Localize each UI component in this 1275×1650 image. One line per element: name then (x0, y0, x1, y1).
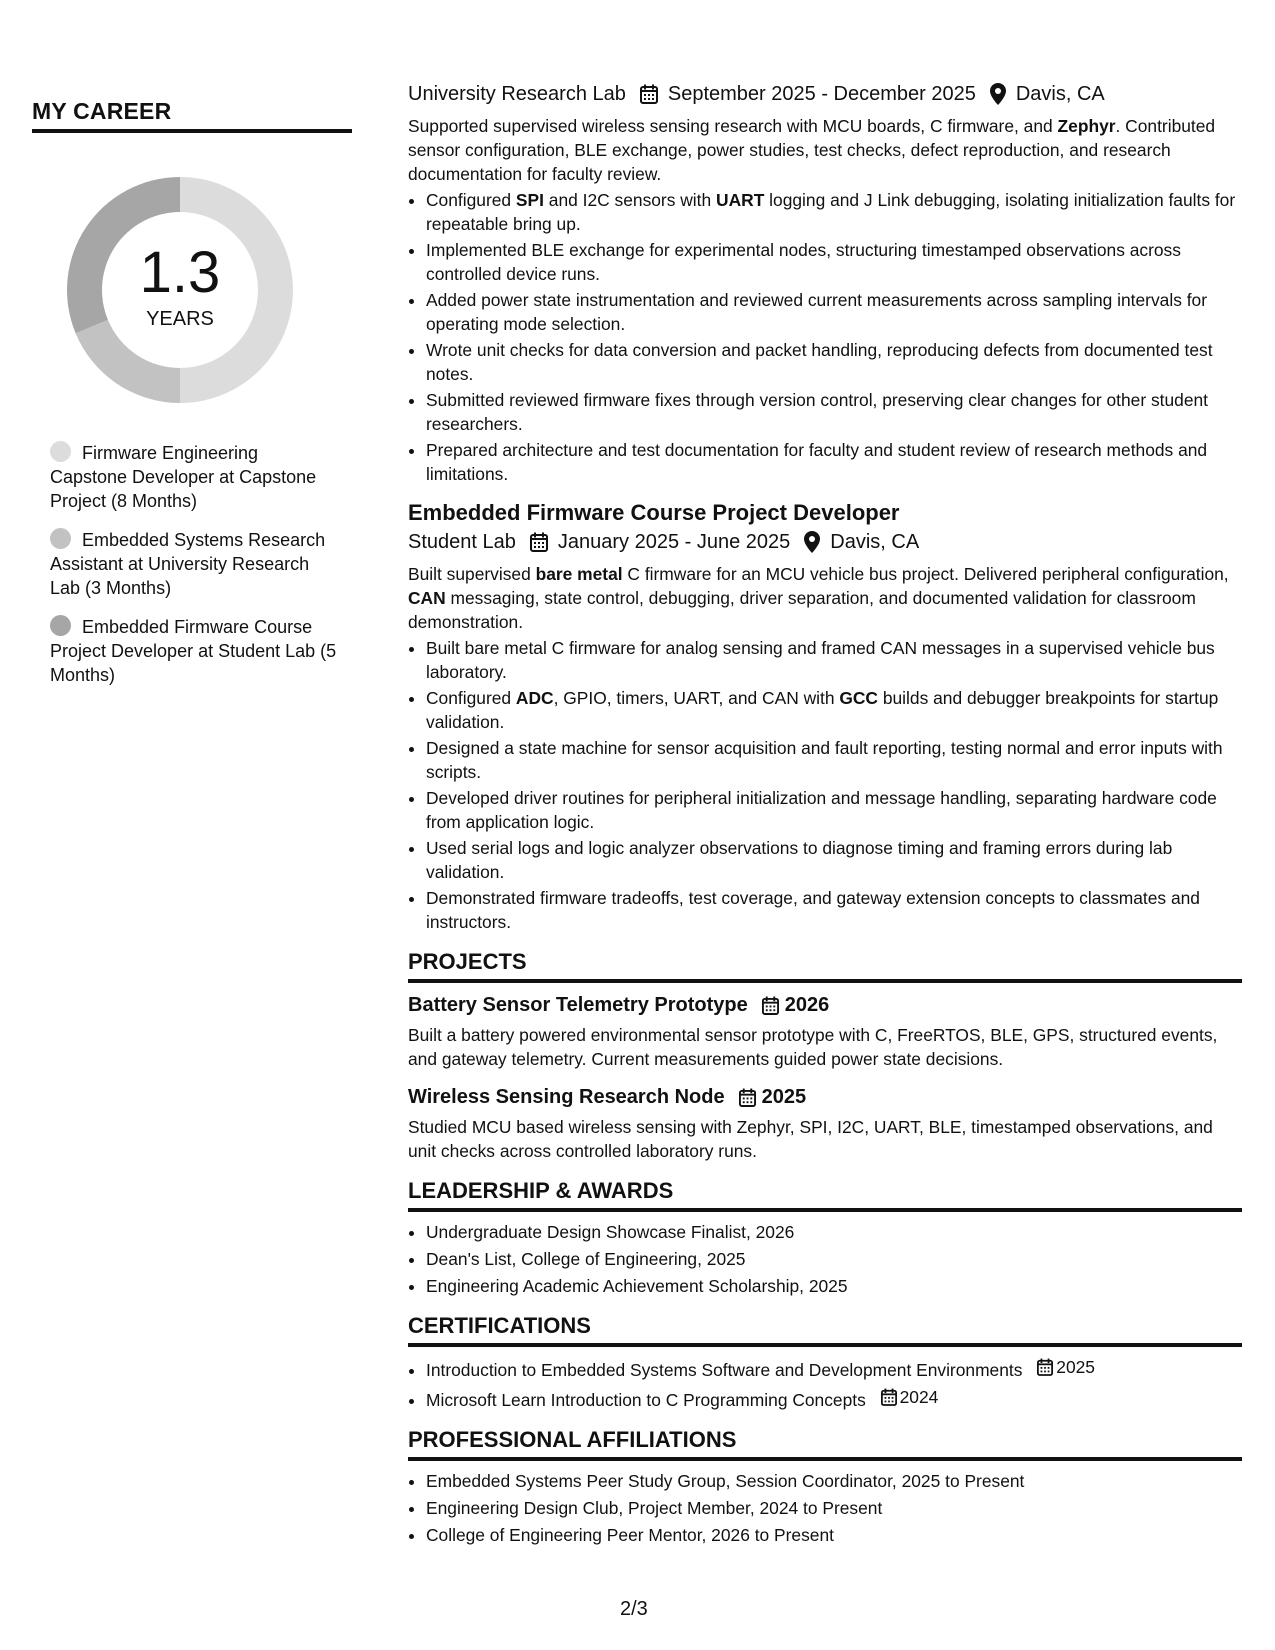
list-item (426, 188, 1242, 236)
certification-year-wrap (881, 1385, 939, 1409)
bullet-text: and I2C sensors with (543, 190, 717, 210)
page-number: 2/3 (620, 1598, 648, 1620)
project-description: Built a battery powered environmental sensor prototype with C, FreeRTOS, BLE, GPS, structured events, and gateway telemetry. Current measurements guided power state decisions. (408, 1025, 1218, 1069)
job-bullets (408, 636, 1242, 934)
location-pin-icon (804, 531, 820, 553)
list-item: • Demonstrated firmware tradeoffs, test coverage, and gateway extension concepts to classmates and instructors. (426, 886, 1242, 934)
certifications-heading: CERTIFICATIONS (408, 1312, 1242, 1347)
project-description: Studied MCU based wireless sensing with Zephyr, SPI, I2C, UART, BLE, timestamped observations, and unit checks across controlled laboratory runs. (408, 1117, 1213, 1161)
list-item (426, 1355, 1242, 1382)
location-pin-icon (990, 83, 1006, 105)
list-item: • Undergraduate Design Showcase Finalist, 2026 (426, 1220, 1242, 1244)
job-dates: January 2025 - June 2025 (557, 531, 791, 553)
summary-bold: Zephyr (1057, 116, 1116, 136)
job-title: Embedded Firmware Course Project Developer (408, 500, 900, 525)
list-item: • Engineering Academic Achievement Scholarship, 2025 (426, 1274, 1242, 1298)
list-item: • Used serial logs and logic analyzer observations to diagnose timing and framing errors during lab validation. (426, 836, 1242, 884)
list-item: • College of Engineering Peer Mentor, 2026 to Present (426, 1523, 1242, 1547)
certifications-list (408, 1355, 1242, 1412)
legend-item (50, 441, 340, 513)
leadership-list (408, 1220, 1242, 1298)
list-item: • Engineering Design Club, Project Member, 2024 to Present (426, 1496, 1242, 1520)
list-item: • Embedded Systems Peer Study Group, Session Coordinator, 2025 to Present (426, 1469, 1242, 1493)
certification-year-wrap (1037, 1355, 1095, 1379)
calendar-icon (762, 996, 779, 1015)
calendar-icon (881, 1388, 897, 1406)
list-item: • Built bare metal C firmware for analog sensing and framed CAN messages in a supervised vehicle bus laboratory. (426, 636, 1242, 684)
legend-dot (50, 528, 71, 549)
legend-text: Firmware Engineering Capstone Developer at Capstone Project (8 Months) (50, 443, 317, 511)
summary-text: C firmware for an MCU vehicle bus project. Delivered peripheral configuration, (622, 564, 1229, 584)
job-summary (408, 562, 1242, 634)
calendar-icon (1037, 1358, 1053, 1376)
list-item: • Submitted reviewed firmware fixes through version control, preserving clear changes for other student researchers. (426, 388, 1242, 436)
list-item (426, 1385, 1242, 1412)
summary-text: Built supervised (408, 564, 536, 584)
affiliations-list (408, 1469, 1242, 1547)
legend-item (50, 528, 340, 600)
project-name: Wireless Sensing Research Node (408, 1086, 725, 1108)
calendar-icon (739, 1088, 756, 1107)
project-title (408, 991, 1242, 1019)
bullet-bold: GCC (839, 688, 878, 708)
list-item: • Implemented BLE exchange for experimental nodes, structuring timestamped observations across controlled device runs. (426, 238, 1242, 286)
leadership-heading: LEADERSHIP & AWARDS (408, 1177, 1242, 1212)
summary-text: Supported supervised wireless sensing research with MCU boards, C firmware, and (408, 116, 1058, 136)
legend-item (50, 615, 340, 687)
project-year: 2026 (784, 994, 830, 1016)
job-meta (408, 528, 1242, 556)
bullet-text: logging and J Link debugging, isolating initialization faults for repeatable bring up. (426, 190, 1236, 234)
affiliations-heading: PROFESSIONAL AFFILIATIONS (408, 1426, 1242, 1461)
summary-text: . Contributed sensor configuration, BLE exchange, power studies, test checks, defect reproduction, and research documentation for faculty review. (408, 116, 1216, 184)
certification-year: 2025 (1056, 1357, 1095, 1377)
project-name: Battery Sensor Telemetry Prototype (408, 994, 748, 1016)
legend-text: Embedded Systems Research Assistant at University Research Lab (3 Months) (50, 530, 326, 598)
legend-text: Embedded Firmware Course Project Developer at Student Lab (5 Months) (50, 617, 337, 685)
job-bullets (408, 188, 1242, 486)
job-summary (408, 114, 1242, 186)
project-year: 2025 (761, 1086, 807, 1108)
project-title (408, 1083, 1242, 1111)
career-legend (50, 441, 340, 687)
bullet-text: builds and debugger breakpoints for startup validation. (426, 688, 1219, 732)
certification-name: Introduction to Embedded Systems Software and Development Environments (426, 1360, 1023, 1380)
certification-name: Microsoft Learn Introduction to C Programming Concepts (426, 1390, 866, 1410)
calendar-icon (530, 532, 548, 552)
donut-unit: YEARS (146, 307, 214, 330)
list-item: • Designed a state machine for sensor acquisition and fault reporting, testing normal and error inputs with scripts. (426, 736, 1242, 784)
certification-year: 2024 (899, 1387, 939, 1407)
job-meta (408, 80, 1242, 108)
summary-text: messaging, state control, debugging, driver separation, and documented validation for classroom demonstration. (408, 588, 1196, 632)
job-dates: September 2025 - December 2025 (667, 83, 976, 105)
bullet-bold: SPI (515, 190, 544, 210)
bullet-bold: ADC (515, 688, 554, 708)
summary-bold: bare metal (535, 564, 623, 584)
list-item: • Wrote unit checks for data conversion and packet handling, reproducing defects from documented test notes. (426, 338, 1242, 386)
sidebar (32, 98, 352, 702)
job-org: University Research Lab (408, 83, 626, 105)
job-location: Davis, CA (830, 531, 920, 553)
list-item: • Added power state instrumentation and reviewed current measurements across sampling intervals for operating mode selection. (426, 288, 1242, 336)
list-item: • Developed driver routines for peripheral initialization and message handling, separating hardware code from application logic. (426, 786, 1242, 834)
bullet-text: Configured (426, 190, 516, 210)
bullet-text: , GPIO, timers, UART, and CAN with (553, 688, 840, 708)
summary-bold: CAN (408, 588, 446, 608)
list-item: • Prepared architecture and test documentation for faculty and student review of research methods and limitations. (426, 438, 1242, 486)
job-location: Davis, CA (1015, 83, 1105, 105)
donut-value: 1.3 (139, 239, 221, 305)
calendar-icon (640, 84, 658, 104)
donut-center (65, 175, 295, 405)
bullet-bold: UART (716, 190, 765, 210)
main-content (408, 80, 1242, 1550)
bullet-text: Configured (426, 688, 516, 708)
job-org: Student Lab (408, 531, 516, 553)
legend-dot (50, 615, 71, 636)
legend-dot (50, 441, 71, 462)
projects-heading: PROJECTS (408, 948, 1242, 983)
sidebar-title: MY CAREER (32, 98, 352, 133)
list-item: • Dean's List, College of Engineering, 2025 (426, 1247, 1242, 1271)
list-item (426, 686, 1242, 734)
career-donut-chart (65, 175, 295, 405)
